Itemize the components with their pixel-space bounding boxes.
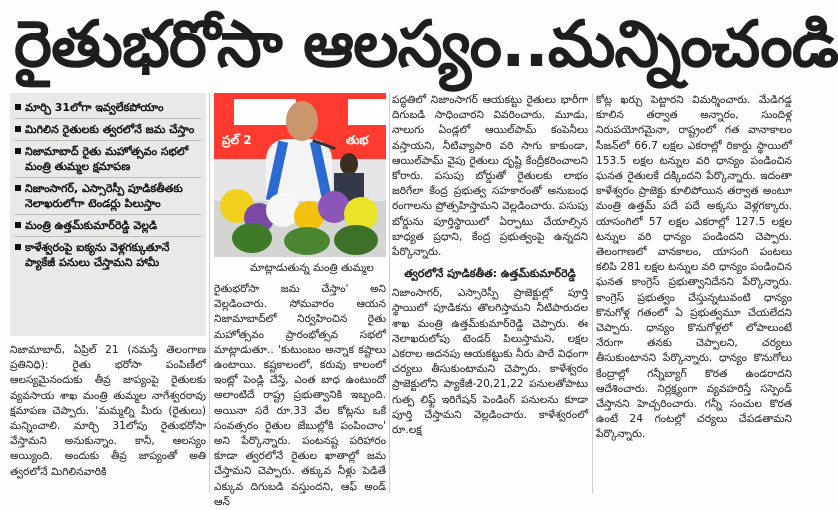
speaker-head — [286, 101, 318, 141]
subheading: త్వరలోనే పూడికతీత: ఉత్తమ్‌కుమార్‌రెడ్డి — [404, 267, 576, 281]
highlight-item: నిజాంసాగర్, ఎస్సారెస్పీ పూడికతీతకు నెలాఖరులోగా టెండర్లు పిలుస్తాం — [15, 178, 201, 215]
bullet-icon — [15, 126, 21, 132]
article-column-4: కోట్ల ఖర్చు పెట్టారని విమర్శించారు. మేడిగడ్డ కూలిన తర్వాత అన్నారం, సుందిళ్ల నిరుపయోగమైనా, రాష్ట్రంలో గత వానాకాలం సీజన్‌లో 66.7 లక్షల ఎకరాల్లో రికార్డు స్థాయిలో 153.5 లక్షల టన్నుల వరి ధాన్యం పండించిన ఘనత రైతులకే దక్కిందని పేర్కొన్నారు. ఇదంతా కాళేశ్వరం ప్రాజెక్టు కూలిపోయిన తర్వాత అంటూ మంత్రి ఉత్తమ్ పదే పదే అక్కసు వెళ్లగక్కారు. యాసంగిలో 57 లక్షల ఎకరాల్లో 127.5 లక్షల టన్నుల వరి ధాన్యం పండిందని చెప్పారు. తెలంగాణలో వానకాలం, యాసంగి పంటలు కలిపి 281 లక్షల టన్నుల వరి ధాన్యం పండించిన ఘనత కాంగ్రెస్ ప్రభుత్వానిదేనని పేర్కొన్నారు. కాంగ్రెస్ ప్రభుత్వం చేస్తున్నటువంటి ధాన్యం కొనుగోళ్ల గతంలో ఏ ప్రభుత్వమూ చేయలేదని చెప్పారు. ధాన్యం కొనుగోళ్లలో లోపాలుంటే నేరుగా తనకు చెప్పాలని, చర్యలు తీసుకుంటానని పేర్కొన్నారు. ధాన్యం కొనుగోలు కేంద్రాల్లో గన్నీబ్యాగ్ కొరత ఉండరాదని ఆదేశించారు. నిర్లక్ష్యంగా వ్యవహరిస్తే సస్పెండ్ చేస్తానని హెచ్చరించారు. గన్నీ సంచుల కొరత ఉంటే 24 గంటల్లో చర్యలు చేపడతామని పేర్కొన్నారు. — [596, 94, 792, 441]
photo-caption: మాట్లాడుతున్న మంత్రి తుమ్మల — [214, 258, 386, 278]
highlight-item: నిజామాబాద్ రైతు మహోత్సవం సభలో మంత్రి తుమ్మల క్షమాపణ — [15, 141, 201, 178]
banner-text-left: ప్రల్ 2 — [222, 133, 252, 147]
article-column-1: నిజామాబాద్, ఏప్రిల్ 21 (నమస్తే తెలంగాణ ప్రతినిధి): రైతు భరోసా పంపిణీలో ఆలస్యమైనందుకు తీవ్ర జాప్యంపై రైతులకు వ్యవసాయ శాఖ మంత్రి తుమ్మల నాగేశ్వరరావు క్షమాపణ చెప్పారు. 'మమ్మల్ని మీరు (రైతులు) మన్నించాలి. మార్చి 31లోపు రైతుభరోసా వేస్తామని అనుకున్నాం. కానీ, ఆలస్యం అయ్యింది. అందుకు తీవ్ర జాప్యంతో అతి త్వరలోనే మిగిలినవారికి — [10, 344, 206, 478]
person-icon — [340, 153, 358, 175]
article-column-2: రైతుభరోసా జమ చేస్తాం' అని వెల్లడించారు. సోమవారం ఆయన నిజామాబాద్‌లో నిర్వహించిన రైతు మహోత్సవం ప్రారంభోత్సవ సభలో మాట్లాడుతూ.. 'కుటుంబం అన్నాక కష్టాలు ఉంటాయి. కష్టకాలంలో, కరువు కాలంలో ఇంట్లో పెండ్లి చేస్తే, ఎంత బాధ ఉంటుందో అలాంటిదే రాష్ట్ర ప్రభుత్వానికి ఇబ్బంది. అయినా సరే రూ.33 వేల కోట్లను ఒకే సంవత్సరం రైతుల జేబుల్లోకి పంపించాం' అని పేర్కొన్నారు. పంటనష్ట పరిహారం కూడా త్వరలోనే రైతుల ఖాతాల్లో జమ చేస్తామని చెప్పారు. తక్కువ నీళ్లు పెడితే ఎక్కువ దిగుబడి వస్తుందని, ఆఫ్ అండ్ ఆన్ — [214, 283, 386, 508]
bullet-icon — [15, 185, 21, 191]
bullet-icon — [15, 244, 21, 250]
highlights-box — [10, 93, 206, 336]
bullet-icon — [15, 222, 21, 228]
highlight-item: కాళేశ్వరంపై ఐక్యను వెళ్లగక్కుతూనే ప్యాకేజీ పనులు చేస్తామని హామీ — [15, 237, 201, 273]
highlight-item: మిగిలిన రైతులకు త్వరలోనే జమ చేస్తాం — [15, 119, 201, 141]
bullet-icon — [15, 104, 21, 110]
highlight-item: మార్చి 31లోగా ఇవ్వలేకపోయాం — [15, 97, 201, 119]
banner-text-right: తుభ — [346, 133, 369, 147]
minister-photo — [214, 93, 386, 257]
highlight-item: మంత్రి ఉత్తమ్‌కుమార్‌రెడ్డి వెల్లడి — [15, 215, 201, 237]
article-column-3: పద్ధతిలో నిజాంసాగర్ ఆయకట్టు రైతులు భారీగా దిగుబడి సాధించారని వివరించారు. మూడు, నాలుగు ఏండ్లలో ఆయిల్‌పామ్ కంపెనీలు వస్తాయని, నీటివ్యాపారి వరి సాగు కాకుండా, ఆయిల్‌పామ్ వైపు రైతులు దృష్టి కేంద్రీకరించాలని కోరారు. పసుపు బోర్డుతో రైతులకు లాభం జరిగేలా కేంద్ర ప్రభుత్వ సహకారంతో అనుబంధ రంగాలను ప్రోత్సహిస్తామని వెల్లడించారు. పసుపు బోర్డును పూర్తిస్థాయిలో ఏర్పాటు చేయాల్సిన బాధ్యత ప్రధాని, కేంద్ర ప్రభుత్వంపై ఉన్నదని పేర్కొన్నారు. త్వరలోనే పూడికతీత: ఉత్తమ్‌కుమార్‌రెడ్డి నిజాంసాగర్, ఎస్సారెస్పీ ప్రాజెక్టుల్లో పూర్తి స్థాయిలో పూడికను తొలగిస్తామని నీటిపారుదల శాఖ మంత్రి ఉత్తమ్‌కుమార్‌రెడ్డి చెప్పారు. ఈ నెలాఖరులోపు టెండర్ పిలుస్తామని, లక్షల ఎకరాల అదనపు ఆయకట్టుకు నీరు పారే విధంగా చర్యలు తీసుకుంటామని చెప్పారు. కాళేశ్వరం ప్రాజెక్టులోని ప్యాకేజీ-20,21,22 పనులతోపాటు గుత్ప లిఫ్ట్ ఇరిగేషన్ పెండింగ్ పనులను కూడా పూర్తి చేస్తామని వెల్లడించారు. కాళేశ్వరంలో రూ.లక్ష — [392, 94, 588, 437]
bullet-icon — [15, 148, 21, 154]
headline: రైతుభరోసా ఆలస్యం..మన్నించండి — [14, 8, 838, 82]
